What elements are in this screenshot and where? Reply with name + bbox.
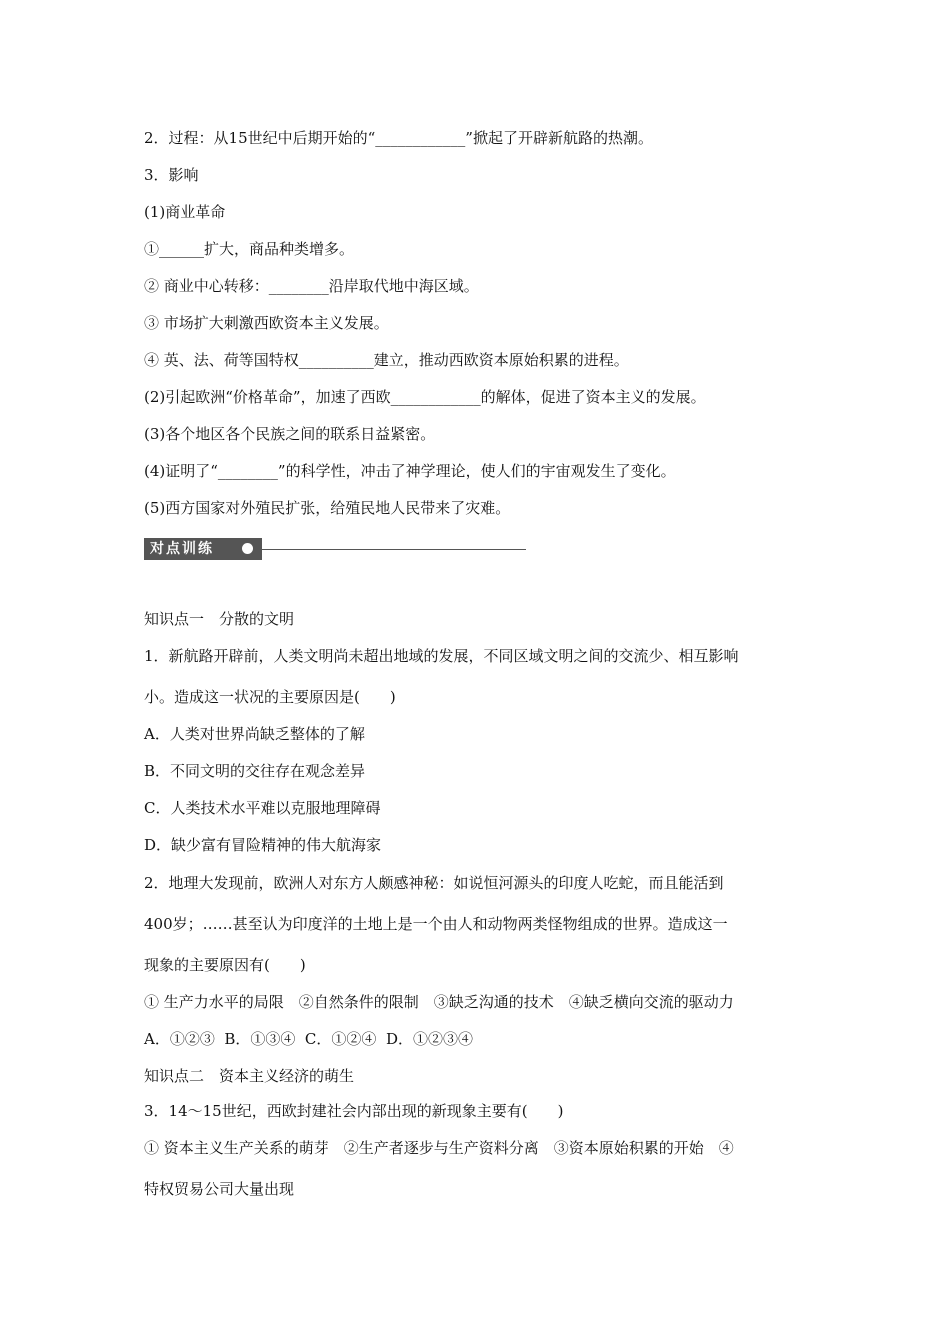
question-2-stem-cont: 400岁；……甚至认为印度洋的土地上是一个由人和动物两类怪物组成的世界。造成这一 <box>144 915 728 933</box>
question-3-statements-cont: 特权贸易公司大量出现 <box>144 1180 295 1198</box>
question-1-option-c: C．人类技术水平难以克服地理障碍 <box>144 799 381 817</box>
price-revolution-line: (2)引起欧洲“价格革命”，加速了西欧____________的解体，促进了资本主义的发展。 <box>144 388 706 406</box>
knowledge-point-1: 知识点一 分散的文明 <box>144 610 295 628</box>
question-1-stem-cont: 小。造成这一状况的主要原因是( ) <box>144 688 396 706</box>
question-1-option-b: B．不同文明的交往存在观念差异 <box>144 762 366 780</box>
question-1-option-a: A．人类对世界尚缺乏整体的了解 <box>144 725 365 743</box>
section-banner <box>144 538 526 560</box>
impact-item-3: ③ 市场扩大刺激西欧资本主义发展。 <box>144 314 389 332</box>
question-3-statements: ① 资本主义生产关系的萌芽 ②生产者逐步与生产资料分离 ③资本原始积累的开始 ④ <box>144 1139 734 1157</box>
impact-heading: 3．影响 <box>144 166 199 184</box>
impact-item-2: ② 商业中心转移：________沿岸取代地中海区域。 <box>144 277 479 295</box>
colonial-line: (5)西方国家对外殖民扩张，给殖民地人民带来了灾难。 <box>144 499 511 517</box>
banner-label: 对点训练 <box>144 538 262 560</box>
process-line: 2．过程：从15世纪中后期开始的“____________”掀起了开辟新航路的热潮。 <box>144 129 653 147</box>
question-3-stem: 3．14～15世纪，西欧封建社会内部出现的新现象主要有( ) <box>144 1102 564 1120</box>
question-2-stem: 2．地理大发现前，欧洲人对东方人颇感神秘：如说恒河源头的印度人吃蛇，而且能活到 <box>144 874 724 892</box>
commercial-revolution-heading: (1)商业革命 <box>144 203 226 221</box>
impact-item-1: ①______扩大，商品种类增多。 <box>144 240 355 258</box>
question-2-stem-end: 现象的主要原因有( ) <box>144 956 306 974</box>
question-2-statements: ① 生产力水平的局限 ②自然条件的限制 ③缺乏沟通的技术 ④缺乏横向交流的驱动力 <box>144 993 734 1011</box>
question-1-stem: 1．新航路开辟前，人类文明尚未超出地域的发展，不同区域文明之间的交流少、相互影响 <box>144 647 739 665</box>
question-1-option-d: D．缺少富有冒险精神的伟大航海家 <box>144 836 382 854</box>
impact-item-4: ④ 英、法、荷等国特权__________建立，推动西欧资本原始积累的进程。 <box>144 351 629 369</box>
question-2-options: A．①②③ B．①③④ C．①②④ D．①②③④ <box>144 1030 473 1048</box>
connection-line: (3)各个地区各个民族之间的联系日益紧密。 <box>144 425 436 443</box>
banner-divider <box>262 549 526 550</box>
science-line: (4)证明了“________”的科学性，冲击了神学理论，使人们的宇宙观发生了变化。 <box>144 462 676 480</box>
banner-dot-icon <box>242 543 253 554</box>
knowledge-point-2: 知识点二 资本主义经济的萌生 <box>144 1067 355 1085</box>
